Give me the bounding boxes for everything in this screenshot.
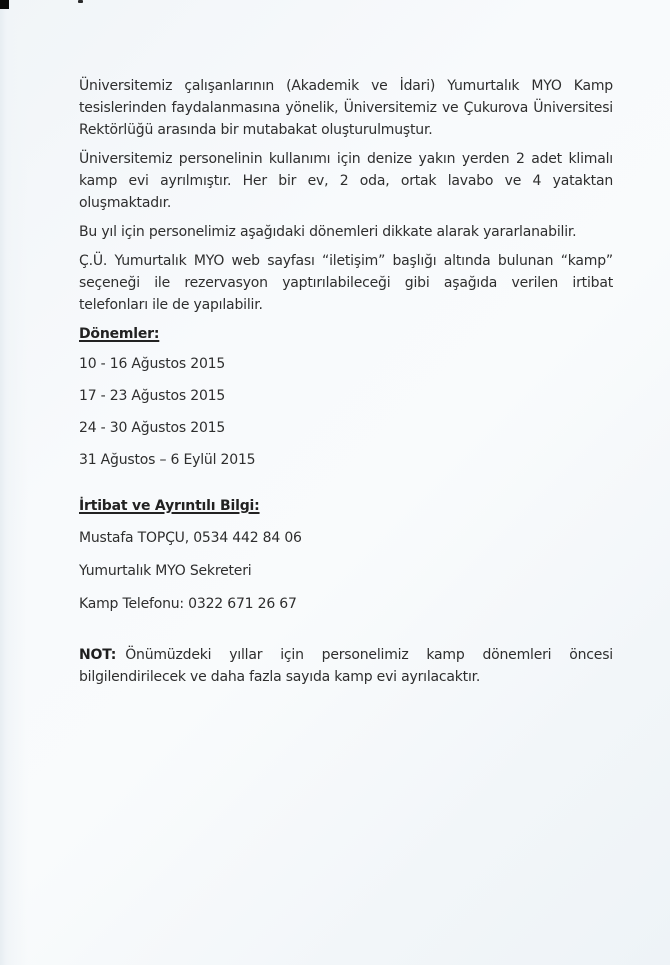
periods-heading: Dönemler: bbox=[79, 326, 160, 342]
contact-heading: İrtibat ve Ayrıntılı Bilgi: bbox=[79, 498, 260, 514]
contact-phone-line: Kamp Telefonu: 0322 671 26 67 bbox=[79, 596, 297, 612]
intro-paragraph-3: Bu yıl için personelimiz aşağıdaki dönemleri dikkate alarak yararlanabilir. bbox=[79, 224, 577, 240]
intro-paragraph-4: Ç.Ü. Yumurtalık MYO web sayfası “iletişim” başlığı altında bulunan “kamp” seçeneği ile rezervasyon yaptırılabileceği gibi aşağıda verilen irtibat telefonları ile de yapılabilir. bbox=[79, 253, 613, 313]
note-text: Önümüzdeki yıllar için personelimiz kamp dönemleri öncesi bilgilendirilecek ve daha fazla sayıda kamp evi ayrılacaktır. bbox=[79, 647, 613, 685]
contact-title-line: Yumurtalık MYO Sekreteri bbox=[79, 563, 252, 579]
period-item: 31 Ağustos – 6 Eylül 2015 bbox=[79, 452, 256, 468]
document-content bbox=[79, 75, 613, 695]
contact-name-line: Mustafa TOPÇU, 0534 442 84 06 bbox=[79, 530, 302, 546]
intro-paragraph-1: Üniversitemiz çalışanlarının (Akademik ve İdari) Yumurtalık MYO Kamp tesislerinden faydalanmasına yönelik, Üniversitemiz ve Çukurova Üniversitesi Rektörlüğü arasında bir mutabakat oluşturulmuştur. bbox=[79, 78, 613, 138]
period-item: 24 - 30 Ağustos 2015 bbox=[79, 420, 226, 436]
period-item: 17 - 23 Ağustos 2015 bbox=[79, 388, 226, 404]
note-label: NOT: bbox=[79, 647, 117, 663]
period-item: 10 - 16 Ağustos 2015 bbox=[79, 356, 226, 372]
scan-corner-artifact-icon bbox=[0, 0, 9, 9]
note-paragraph bbox=[79, 644, 613, 688]
intro-paragraph-2: Üniversitemiz personelinin kullanımı için denize yakın yerden 2 adet klimalı kamp evi ayrılmıştır. Her bir ev, 2 oda, ortak lavabo ve 4 yataktan oluşmaktadır. bbox=[79, 151, 613, 211]
scan-speck-icon bbox=[78, 0, 83, 3]
